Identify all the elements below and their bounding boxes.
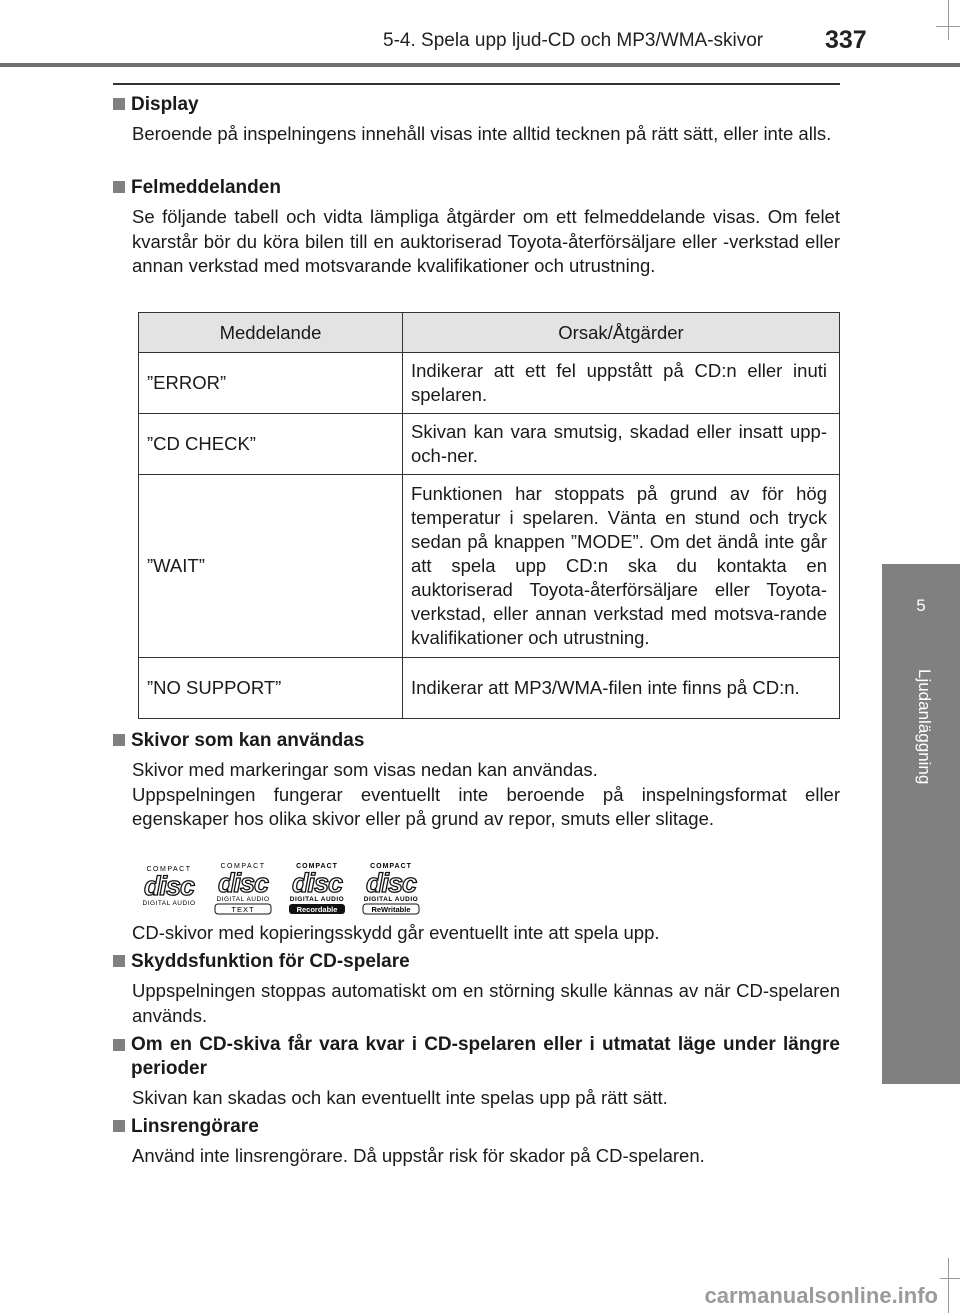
chapter-title: 5-4. Spela upp ljud-CD och MP3/WMA-skivor <box>383 30 764 51</box>
note-text: CD-skivor med kopieringsskydd går eventuellt inte att spela upp. <box>132 922 660 943</box>
crop-mark <box>936 26 960 27</box>
logo-bottom-text: DIGITAL AUDIO <box>289 896 345 903</box>
copy-protection-note <box>113 921 840 946</box>
action-cell: Indikerar att MP3/WMA-filen inte finns på CD:n. <box>403 658 840 719</box>
logo-badge-text: ReWritable <box>371 905 411 914</box>
chapter-side-tab <box>882 564 960 1084</box>
compact-disc-text-logo <box>212 860 274 921</box>
message-cell: ”CD CHECK” <box>139 414 403 475</box>
section-errors <box>113 176 840 279</box>
section-body: Uppspelningen fungerar eventuellt inte beroende på inspelningsformat eller egenskaper hos olika skivor eller på grund av repor, smuts eller slitage. <box>132 783 840 829</box>
column-header: Meddelande <box>139 313 403 353</box>
page-number: 337 <box>825 26 867 54</box>
logo-top-text: COMPACT <box>220 863 266 870</box>
square-bullet-icon <box>113 181 125 193</box>
table-row <box>139 658 840 719</box>
section-body: Skivor med markeringar som visas nedan kan användas. <box>132 759 598 780</box>
section-display <box>113 93 840 147</box>
logo-main-text: disc <box>291 868 343 898</box>
compact-disc-rewritable-logo <box>360 860 422 921</box>
logo-badge-text: TEXT <box>231 905 255 914</box>
error-message-table <box>138 312 840 719</box>
crop-mark <box>940 1278 960 1279</box>
section-protection <box>113 950 840 1028</box>
logo-main-text: disc <box>217 868 269 898</box>
square-bullet-icon <box>113 98 125 110</box>
logo-bottom-text: DIGITAL AUDIO <box>142 900 196 907</box>
watermark: carmanualsonline.info <box>704 1283 938 1308</box>
section-body: Uppspelningen stoppas automatiskt om en störning skulle kännas av när CD-spelaren används. <box>132 980 840 1026</box>
crop-mark <box>948 1258 949 1313</box>
content-rule <box>113 83 840 85</box>
table-row <box>139 353 840 414</box>
section-title: Om en CD-skiva får vara kvar i CD-spelaren eller i utmatat läge under längre perioder <box>113 1033 840 1081</box>
logo-bottom-text: DIGITAL AUDIO <box>363 896 419 903</box>
section-title: Skivor som kan användas <box>113 729 840 753</box>
section-body: Använd inte linsrengörare. Då uppstår risk för skador på CD-spelaren. <box>132 1145 705 1166</box>
section-title: Display <box>113 93 840 117</box>
section-title: Felmeddelanden <box>113 176 840 200</box>
message-cell: ”NO SUPPORT” <box>139 658 403 719</box>
logo-top-text: COMPACT <box>146 866 192 873</box>
action-cell: Funktionen har stoppats på grund av för hög temperatur i spelaren. Vänta en stund och tryck sedan på knappen ”MODE”. Om det ändå inte går att spela upp CD:n ska du kontakta en auktoriserad Toyota-återförsäljare eller Toyota-verkstad, eller annan verkstad med motsva-rande kvalifikationer och utrustning. <box>403 475 840 658</box>
section-title: Skyddsfunktion för CD-spelare <box>113 950 840 974</box>
section-usable-discs <box>113 729 840 832</box>
section-body: Beroende på inspelningens innehåll visas inte alltid tecknen på rätt sätt, eller inte alls. <box>132 123 832 144</box>
chapter-number: 5 <box>916 596 926 615</box>
column-header: Orsak/Åtgärder <box>403 313 840 353</box>
square-bullet-icon <box>113 955 125 967</box>
section-body: Skivan kan skadas och kan eventuellt inte spelas upp på rätt sätt. <box>132 1087 668 1108</box>
section-title: Linsrengörare <box>113 1115 840 1139</box>
action-cell: Skivan kan vara smutsig, skadad eller insatt upp-och-ner. <box>403 414 840 475</box>
page-header <box>0 0 960 66</box>
section-body: Se följande tabell och vidta lämpliga åtgärder om ett felmeddelande visas. Om felet kvarstår bör du köra bilen till en auktoriserad Toyota-återförsäljare eller -verkstad eller annan verkstad med motsvarande kvalifikationer och utrustning. <box>132 206 840 276</box>
compact-disc-recordable-logo <box>286 860 348 921</box>
logo-bottom-text: DIGITAL AUDIO <box>216 896 270 903</box>
logo-badge-text: Recordable <box>296 905 338 914</box>
section-lens-cleaner <box>113 1115 840 1169</box>
action-cell: Indikerar att ett fel uppstått på CD:n eller inuti spelaren. <box>403 353 840 414</box>
table-row <box>139 475 840 658</box>
header-rule <box>0 63 960 67</box>
message-cell: ”ERROR” <box>139 353 403 414</box>
table-header-row <box>139 313 840 353</box>
square-bullet-icon <box>113 734 125 746</box>
compact-disc-logo <box>138 860 200 915</box>
logo-main-text: disc <box>143 871 195 901</box>
logo-top-text: COMPACT <box>370 863 412 870</box>
section-left-in-player <box>113 1033 840 1111</box>
logo-main-text: disc <box>365 868 417 898</box>
crop-mark <box>948 0 949 40</box>
chapter-label: Ljudanläggning <box>915 669 934 785</box>
disc-logos <box>138 860 438 916</box>
message-cell: ”WAIT” <box>139 475 403 658</box>
square-bullet-icon <box>113 1120 125 1132</box>
square-bullet-icon <box>113 1039 125 1051</box>
logo-top-text: COMPACT <box>296 863 338 870</box>
table-row <box>139 414 840 475</box>
